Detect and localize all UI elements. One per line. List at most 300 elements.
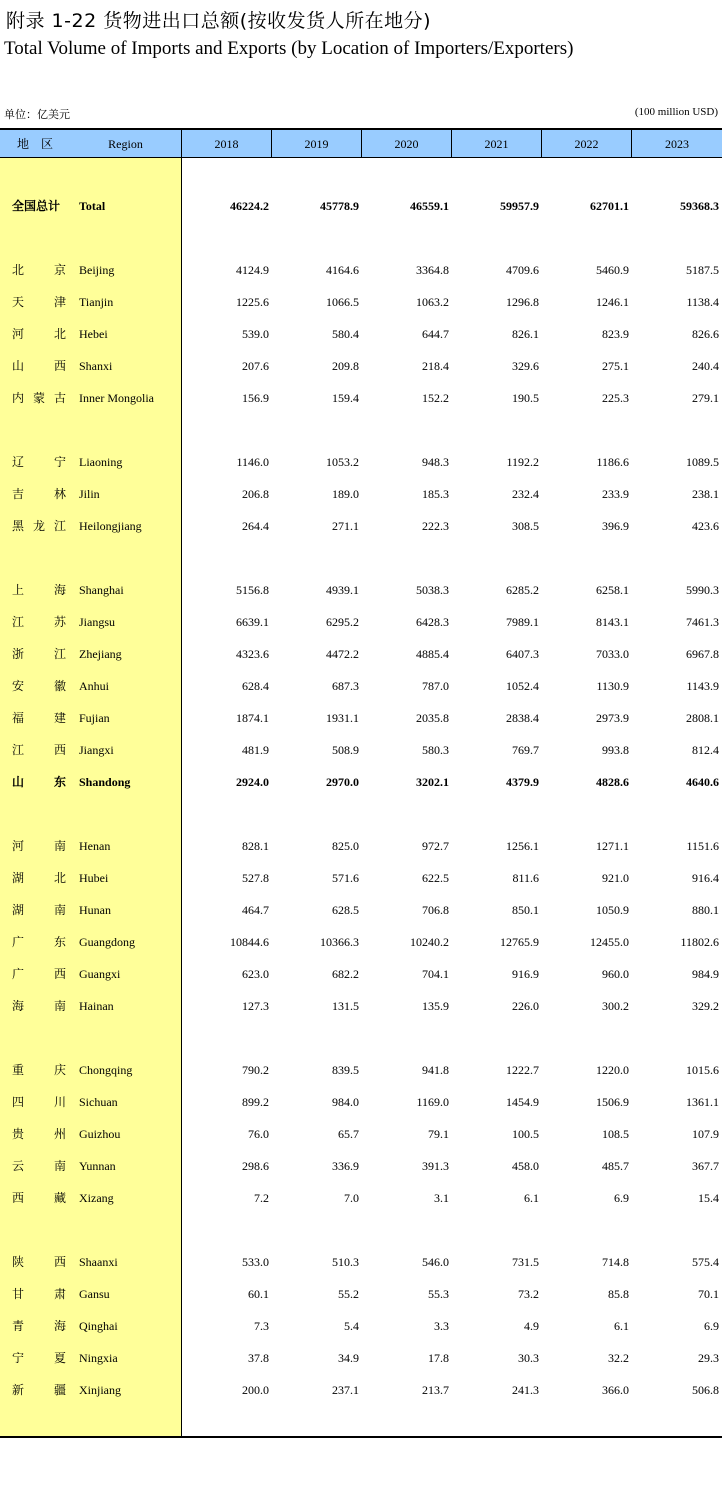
value-cell-2018: 127.3 (242, 999, 269, 1013)
value-cell-2022: 1186.6 (596, 455, 629, 469)
value-cell-2020: 222.3 (422, 519, 449, 533)
value-cell-2018: 899.2 (242, 1095, 269, 1109)
region-name-cn: 重 庆 (12, 1063, 66, 1077)
value-cell-2021: 811.6 (512, 871, 539, 885)
value-cell-2019: 209.8 (332, 359, 359, 373)
value-cell-2018: 1146.0 (236, 455, 269, 469)
value-cell-2023: 279.1 (692, 391, 719, 405)
value-cell-2021: 4709.6 (506, 263, 539, 277)
region-name-cn: 全国总计 (12, 199, 61, 213)
value-cell-2018: 46224.2 (230, 199, 269, 213)
table-row (0, 1188, 722, 1208)
region-name-cn: 北 京 (12, 263, 66, 277)
value-cell-2019: 10366.3 (320, 935, 359, 949)
value-cell-2021: 4379.9 (506, 775, 539, 789)
value-cell-2023: 240.4 (692, 359, 719, 373)
region-name-cn: 广 西 (12, 967, 66, 981)
value-cell-2020: 55.3 (428, 1287, 449, 1301)
region-name-en: Shandong (79, 775, 131, 789)
value-cell-2020: 704.1 (422, 967, 449, 981)
region-name-cn: 山 东 (12, 775, 66, 789)
value-cell-2021: 329.6 (512, 359, 539, 373)
table-row (0, 708, 722, 728)
region-name-cn: 新 疆 (12, 1383, 66, 1397)
region-name-en: Qinghai (79, 1319, 118, 1333)
region-name-cn: 河 北 (12, 327, 66, 341)
value-cell-2020: 3.3 (434, 1319, 449, 1333)
table-row (0, 580, 722, 600)
region-name-cn: 海 南 (12, 999, 66, 1013)
value-cell-2018: 7.3 (254, 1319, 269, 1333)
region-name-cn: 河 南 (12, 839, 66, 853)
value-cell-2020: 5038.3 (416, 583, 449, 597)
value-cell-2019: 5.4 (344, 1319, 359, 1333)
value-cell-2020: 622.5 (422, 871, 449, 885)
value-cell-2021: 73.2 (518, 1287, 539, 1301)
value-cell-2021: 1256.1 (506, 839, 539, 853)
table-row (0, 1348, 722, 1368)
table-row (0, 1316, 722, 1336)
table-row (0, 1156, 722, 1176)
region-name-en: Inner Mongolia (79, 391, 154, 405)
value-cell-2018: 623.0 (242, 967, 269, 981)
value-cell-2022: 1506.9 (596, 1095, 629, 1109)
value-cell-2019: 1931.1 (326, 711, 359, 725)
value-cell-2019: 984.0 (332, 1095, 359, 1109)
value-cell-2023: 826.6 (692, 327, 719, 341)
value-cell-2019: 4939.1 (326, 583, 359, 597)
value-cell-2018: 527.8 (242, 871, 269, 885)
value-cell-2019: 4164.6 (326, 263, 359, 277)
value-cell-2022: 396.9 (602, 519, 629, 533)
region-name-cn: 安 徽 (12, 679, 66, 693)
region-name-en: Tianjin (79, 295, 114, 309)
value-cell-2019: 271.1 (332, 519, 359, 533)
table-bottom-rule (0, 1436, 722, 1438)
value-cell-2019: 34.9 (338, 1351, 359, 1365)
value-cell-2019: 825.0 (332, 839, 359, 853)
value-cell-2021: 1192.2 (506, 455, 539, 469)
table-row (0, 1092, 722, 1112)
value-cell-2022: 7033.0 (596, 647, 629, 661)
value-cell-2022: 366.0 (602, 1383, 629, 1397)
region-name-cn: 浙 江 (12, 647, 66, 661)
table-row (0, 612, 722, 632)
region-name-cn: 西 藏 (12, 1191, 66, 1205)
table-row (0, 996, 722, 1016)
value-cell-2019: 45778.9 (320, 199, 359, 213)
value-cell-2018: 4323.6 (236, 647, 269, 661)
value-cell-2018: 533.0 (242, 1255, 269, 1269)
value-cell-2020: 10240.2 (410, 935, 449, 949)
region-name-cn: 江 西 (12, 743, 66, 757)
value-cell-2022: 85.8 (608, 1287, 629, 1301)
value-cell-2019: 839.5 (332, 1063, 359, 1077)
value-cell-2021: 458.0 (512, 1159, 539, 1173)
value-cell-2020: 3.1 (434, 1191, 449, 1205)
region-name-en: Liaoning (79, 455, 123, 469)
value-cell-2022: 225.3 (602, 391, 629, 405)
table-row (0, 324, 722, 344)
value-cell-2021: 308.5 (512, 519, 539, 533)
value-cell-2018: 200.0 (242, 1383, 269, 1397)
value-cell-2022: 2973.9 (596, 711, 629, 725)
region-name-en: Jiangxi (79, 743, 114, 757)
value-cell-2021: 59957.9 (500, 199, 539, 213)
table-row (0, 740, 722, 760)
value-cell-2020: 706.8 (422, 903, 449, 917)
value-cell-2023: 70.1 (698, 1287, 719, 1301)
value-cell-2023: 5990.3 (686, 583, 719, 597)
region-column-background (0, 158, 181, 1436)
region-name-en: Hebei (79, 327, 108, 341)
table-row (0, 292, 722, 312)
value-cell-2021: 30.3 (518, 1351, 539, 1365)
value-cell-2023: 238.1 (692, 487, 719, 501)
region-name-en: Guangxi (79, 967, 121, 981)
region-name-cn: 宁 夏 (12, 1351, 66, 1365)
value-cell-2021: 2838.4 (506, 711, 539, 725)
value-cell-2023: 1089.5 (686, 455, 719, 469)
value-cell-2023: 107.9 (692, 1127, 719, 1141)
value-cell-2023: 812.4 (692, 743, 719, 757)
region-name-en: Total (79, 199, 106, 213)
value-cell-2022: 275.1 (602, 359, 629, 373)
value-cell-2018: 60.1 (248, 1287, 269, 1301)
region-name-cn: 青 海 (12, 1319, 66, 1333)
region-name-en: Jiangsu (79, 615, 115, 629)
value-cell-2020: 580.3 (422, 743, 449, 757)
value-cell-2021: 1454.9 (506, 1095, 539, 1109)
table-row (0, 900, 722, 920)
table-row (0, 676, 722, 696)
region-name-en: Henan (79, 839, 111, 853)
value-cell-2021: 826.1 (512, 327, 539, 341)
value-cell-2023: 880.1 (692, 903, 719, 917)
value-cell-2019: 510.3 (332, 1255, 359, 1269)
value-cell-2018: 76.0 (248, 1127, 269, 1141)
header-region-en: Region (108, 137, 143, 151)
header-year-2022: 2022 (574, 137, 599, 151)
value-cell-2019: 571.6 (332, 871, 359, 885)
table-row (0, 516, 722, 536)
value-cell-2018: 4124.9 (236, 263, 269, 277)
value-cell-2021: 100.5 (512, 1127, 539, 1141)
value-cell-2021: 12765.9 (500, 935, 539, 949)
region-name-en: Hunan (79, 903, 111, 917)
value-cell-2023: 984.9 (692, 967, 719, 981)
region-name-cn: 贵 州 (12, 1127, 66, 1141)
value-cell-2020: 644.7 (422, 327, 449, 341)
table-row (0, 484, 722, 504)
value-cell-2023: 423.6 (692, 519, 719, 533)
region-name-cn: 云 南 (12, 1159, 66, 1173)
region-name-cn: 吉 林 (12, 487, 66, 501)
region-name-cn: 山 西 (12, 359, 66, 373)
value-cell-2020: 46559.1 (410, 199, 449, 213)
value-cell-2019: 336.9 (332, 1159, 359, 1173)
value-cell-2023: 506.8 (692, 1383, 719, 1397)
table-row (0, 1252, 722, 1272)
value-cell-2023: 15.4 (698, 1191, 719, 1205)
region-name-cn: 陕 西 (12, 1255, 66, 1269)
value-cell-2019: 189.0 (332, 487, 359, 501)
value-cell-2020: 948.3 (422, 455, 449, 469)
value-cell-2023: 575.4 (692, 1255, 719, 1269)
value-cell-2018: 264.4 (242, 519, 269, 533)
value-cell-2020: 152.2 (422, 391, 449, 405)
value-cell-2023: 4640.6 (686, 775, 719, 789)
table-header (0, 128, 722, 158)
region-name-en: Hainan (79, 999, 114, 1013)
table-row (0, 644, 722, 664)
value-cell-2023: 1015.6 (686, 1063, 719, 1077)
header-year-2023: 2023 (665, 137, 689, 151)
table-row (0, 932, 722, 952)
value-cell-2020: 787.0 (422, 679, 449, 693)
value-cell-2021: 4.9 (524, 1319, 539, 1333)
header-year-2020: 2020 (394, 137, 419, 151)
region-name-en: Ningxia (79, 1351, 118, 1365)
value-cell-2020: 17.8 (428, 1351, 449, 1365)
region-name-en: Xinjiang (79, 1383, 121, 1397)
value-cell-2022: 1220.0 (596, 1063, 629, 1077)
value-cell-2018: 156.9 (242, 391, 269, 405)
value-cell-2020: 1169.0 (416, 1095, 449, 1109)
value-cell-2018: 628.4 (242, 679, 269, 693)
region-name-en: Xizang (79, 1191, 114, 1205)
region-name-cn: 内 蒙 古 (12, 391, 66, 405)
value-cell-2022: 714.8 (602, 1255, 629, 1269)
region-name-en: Guizhou (79, 1127, 121, 1141)
value-cell-2018: 298.6 (242, 1159, 269, 1173)
value-cell-2023: 1143.9 (686, 679, 719, 693)
region-name-en: Heilongjiang (79, 519, 142, 533)
region-name-en: Anhui (79, 679, 109, 693)
table-row (0, 1284, 722, 1304)
value-cell-2019: 55.2 (338, 1287, 359, 1301)
value-cell-2018: 464.7 (242, 903, 269, 917)
region-name-en: Hubei (79, 871, 109, 885)
header-year-2019: 2019 (304, 137, 329, 151)
region-name-cn: 江 苏 (12, 615, 66, 629)
value-cell-2022: 6.1 (614, 1319, 629, 1333)
value-cell-2018: 6639.1 (236, 615, 269, 629)
value-cell-2022: 1271.1 (596, 839, 629, 853)
region-name-cn: 甘 肃 (12, 1287, 66, 1301)
value-cell-2019: 682.2 (332, 967, 359, 981)
value-cell-2020: 391.3 (422, 1159, 449, 1173)
value-cell-2019: 628.5 (332, 903, 359, 917)
value-cell-2022: 300.2 (602, 999, 629, 1013)
value-cell-2020: 941.8 (422, 1063, 449, 1077)
value-cell-2023: 29.3 (698, 1351, 719, 1365)
table-row (0, 964, 722, 984)
region-name-cn: 福 建 (12, 711, 66, 725)
value-cell-2021: 1052.4 (506, 679, 539, 693)
value-cell-2020: 185.3 (422, 487, 449, 501)
value-cell-2018: 2924.0 (236, 775, 269, 789)
value-cell-2023: 1361.1 (686, 1095, 719, 1109)
value-cell-2021: 6285.2 (506, 583, 539, 597)
value-cell-2022: 5460.9 (596, 263, 629, 277)
value-cell-2023: 367.7 (692, 1159, 719, 1173)
value-cell-2023: 1151.6 (686, 839, 719, 853)
value-cell-2020: 972.7 (422, 839, 449, 853)
value-cell-2023: 329.2 (692, 999, 719, 1013)
value-cell-2018: 37.8 (248, 1351, 269, 1365)
region-name-cn: 黑 龙 江 (12, 519, 66, 533)
value-cell-2022: 32.2 (608, 1351, 629, 1365)
region-name-cn: 湖 北 (12, 871, 66, 885)
value-cell-2019: 237.1 (332, 1383, 359, 1397)
region-name-cn: 广 东 (12, 935, 66, 949)
value-cell-2020: 218.4 (422, 359, 449, 373)
value-cell-2019: 508.9 (332, 743, 359, 757)
region-name-en: Zhejiang (79, 647, 122, 661)
region-name-en: Shaanxi (79, 1255, 118, 1269)
value-cell-2020: 6428.3 (416, 615, 449, 629)
unit-label-en: (100 million USD) (634, 106, 718, 118)
value-cell-2018: 7.2 (254, 1191, 269, 1205)
value-cell-2023: 11802.6 (680, 935, 719, 949)
value-cell-2022: 12455.0 (590, 935, 629, 949)
region-name-en: Chongqing (79, 1063, 133, 1077)
value-cell-2021: 241.3 (512, 1383, 539, 1397)
value-cell-2020: 213.7 (422, 1383, 449, 1397)
value-cell-2022: 823.9 (602, 327, 629, 341)
value-cell-2022: 960.0 (602, 967, 629, 981)
value-cell-2019: 580.4 (332, 327, 359, 341)
header-region-cn: 地 区 (16, 137, 53, 151)
value-cell-2019: 159.4 (332, 391, 359, 405)
value-cell-2018: 1874.1 (236, 711, 269, 725)
table-row (0, 356, 722, 376)
value-cell-2023: 6967.8 (686, 647, 719, 661)
value-cell-2022: 6258.1 (596, 583, 629, 597)
value-cell-2023: 6.9 (704, 1319, 719, 1333)
value-cell-2023: 59368.3 (680, 199, 719, 213)
value-cell-2019: 4472.2 (326, 647, 359, 661)
value-cell-2023: 2808.1 (686, 711, 719, 725)
value-cell-2019: 1053.2 (326, 455, 359, 469)
value-cell-2021: 916.9 (512, 967, 539, 981)
page-title-cn: 附录 1-22 货物进出口总额(按收发货人所在地分) (6, 10, 432, 32)
value-cell-2019: 131.5 (332, 999, 359, 1013)
value-cell-2023: 5187.5 (686, 263, 719, 277)
value-cell-2019: 6295.2 (326, 615, 359, 629)
value-cell-2020: 2035.8 (416, 711, 449, 725)
value-cell-2022: 485.7 (602, 1159, 629, 1173)
value-cell-2022: 8143.1 (596, 615, 629, 629)
value-cell-2018: 207.6 (242, 359, 269, 373)
value-cell-2020: 135.9 (422, 999, 449, 1013)
region-name-en: Shanghai (79, 583, 124, 597)
value-cell-2018: 539.0 (242, 327, 269, 341)
page-title-en: Total Volume of Imports and Exports (by Location of Importers/Exporters) (4, 38, 574, 59)
header-year-2021: 2021 (484, 137, 509, 151)
value-cell-2020: 3364.8 (416, 263, 449, 277)
value-cell-2021: 1296.8 (506, 295, 539, 309)
table-row (0, 388, 722, 408)
value-cell-2020: 79.1 (428, 1127, 449, 1141)
value-cell-2019: 2970.0 (326, 775, 359, 789)
value-cell-2020: 546.0 (422, 1255, 449, 1269)
value-cell-2019: 687.3 (332, 679, 359, 693)
value-cell-2021: 232.4 (512, 487, 539, 501)
table-row (0, 836, 722, 856)
region-name-en: Shanxi (79, 359, 113, 373)
value-cell-2022: 233.9 (602, 487, 629, 501)
table-row (0, 452, 722, 472)
value-cell-2018: 10844.6 (230, 935, 269, 949)
value-cell-2021: 7989.1 (506, 615, 539, 629)
unit-label-cn: 单位：亿美元 (4, 108, 70, 121)
region-name-en: Gansu (79, 1287, 110, 1301)
value-cell-2020: 3202.1 (416, 775, 449, 789)
value-cell-2022: 1130.9 (596, 679, 629, 693)
value-cell-2021: 226.0 (512, 999, 539, 1013)
region-name-en: Sichuan (79, 1095, 118, 1109)
value-cell-2022: 1050.9 (596, 903, 629, 917)
table-row (0, 260, 722, 280)
region-name-en: Yunnan (79, 1159, 116, 1173)
value-cell-2021: 190.5 (512, 391, 539, 405)
value-cell-2018: 1225.6 (236, 295, 269, 309)
value-cell-2018: 206.8 (242, 487, 269, 501)
region-name-cn: 四 川 (12, 1095, 66, 1109)
region-name-en: Guangdong (79, 935, 135, 949)
value-cell-2018: 790.2 (242, 1063, 269, 1077)
value-cell-2022: 4828.6 (596, 775, 629, 789)
value-cell-2022: 993.8 (602, 743, 629, 757)
value-cell-2021: 731.5 (512, 1255, 539, 1269)
value-cell-2022: 921.0 (602, 871, 629, 885)
value-cell-2021: 6407.3 (506, 647, 539, 661)
value-cell-2020: 4885.4 (416, 647, 449, 661)
value-cell-2021: 850.1 (512, 903, 539, 917)
value-cell-2023: 1138.4 (686, 295, 719, 309)
value-cell-2019: 65.7 (338, 1127, 359, 1141)
value-cell-2023: 916.4 (692, 871, 719, 885)
table-row (0, 1380, 722, 1400)
region-name-cn: 辽 宁 (12, 455, 66, 469)
region-name-cn: 湖 南 (12, 903, 66, 917)
value-cell-2018: 828.1 (242, 839, 269, 853)
value-cell-2019: 7.0 (344, 1191, 359, 1205)
table-row (0, 1060, 722, 1080)
region-name-cn: 上 海 (12, 583, 66, 597)
value-cell-2022: 1246.1 (596, 295, 629, 309)
header-year-2018: 2018 (214, 137, 239, 151)
region-name-en: Fujian (79, 711, 110, 725)
region-name-cn: 天 津 (12, 295, 66, 309)
region-name-en: Jilin (79, 487, 100, 501)
value-cell-2021: 6.1 (524, 1191, 539, 1205)
table-row (0, 196, 722, 216)
value-cell-2022: 108.5 (602, 1127, 629, 1141)
value-cell-2018: 481.9 (242, 743, 269, 757)
value-cell-2019: 1066.5 (326, 295, 359, 309)
value-cell-2021: 1222.7 (506, 1063, 539, 1077)
value-cell-2020: 1063.2 (416, 295, 449, 309)
value-cell-2021: 769.7 (512, 743, 539, 757)
table-row (0, 772, 722, 792)
table-row (0, 868, 722, 888)
value-cell-2018: 5156.8 (236, 583, 269, 597)
value-cell-2023: 7461.3 (686, 615, 719, 629)
region-name-en: Beijing (79, 263, 115, 277)
